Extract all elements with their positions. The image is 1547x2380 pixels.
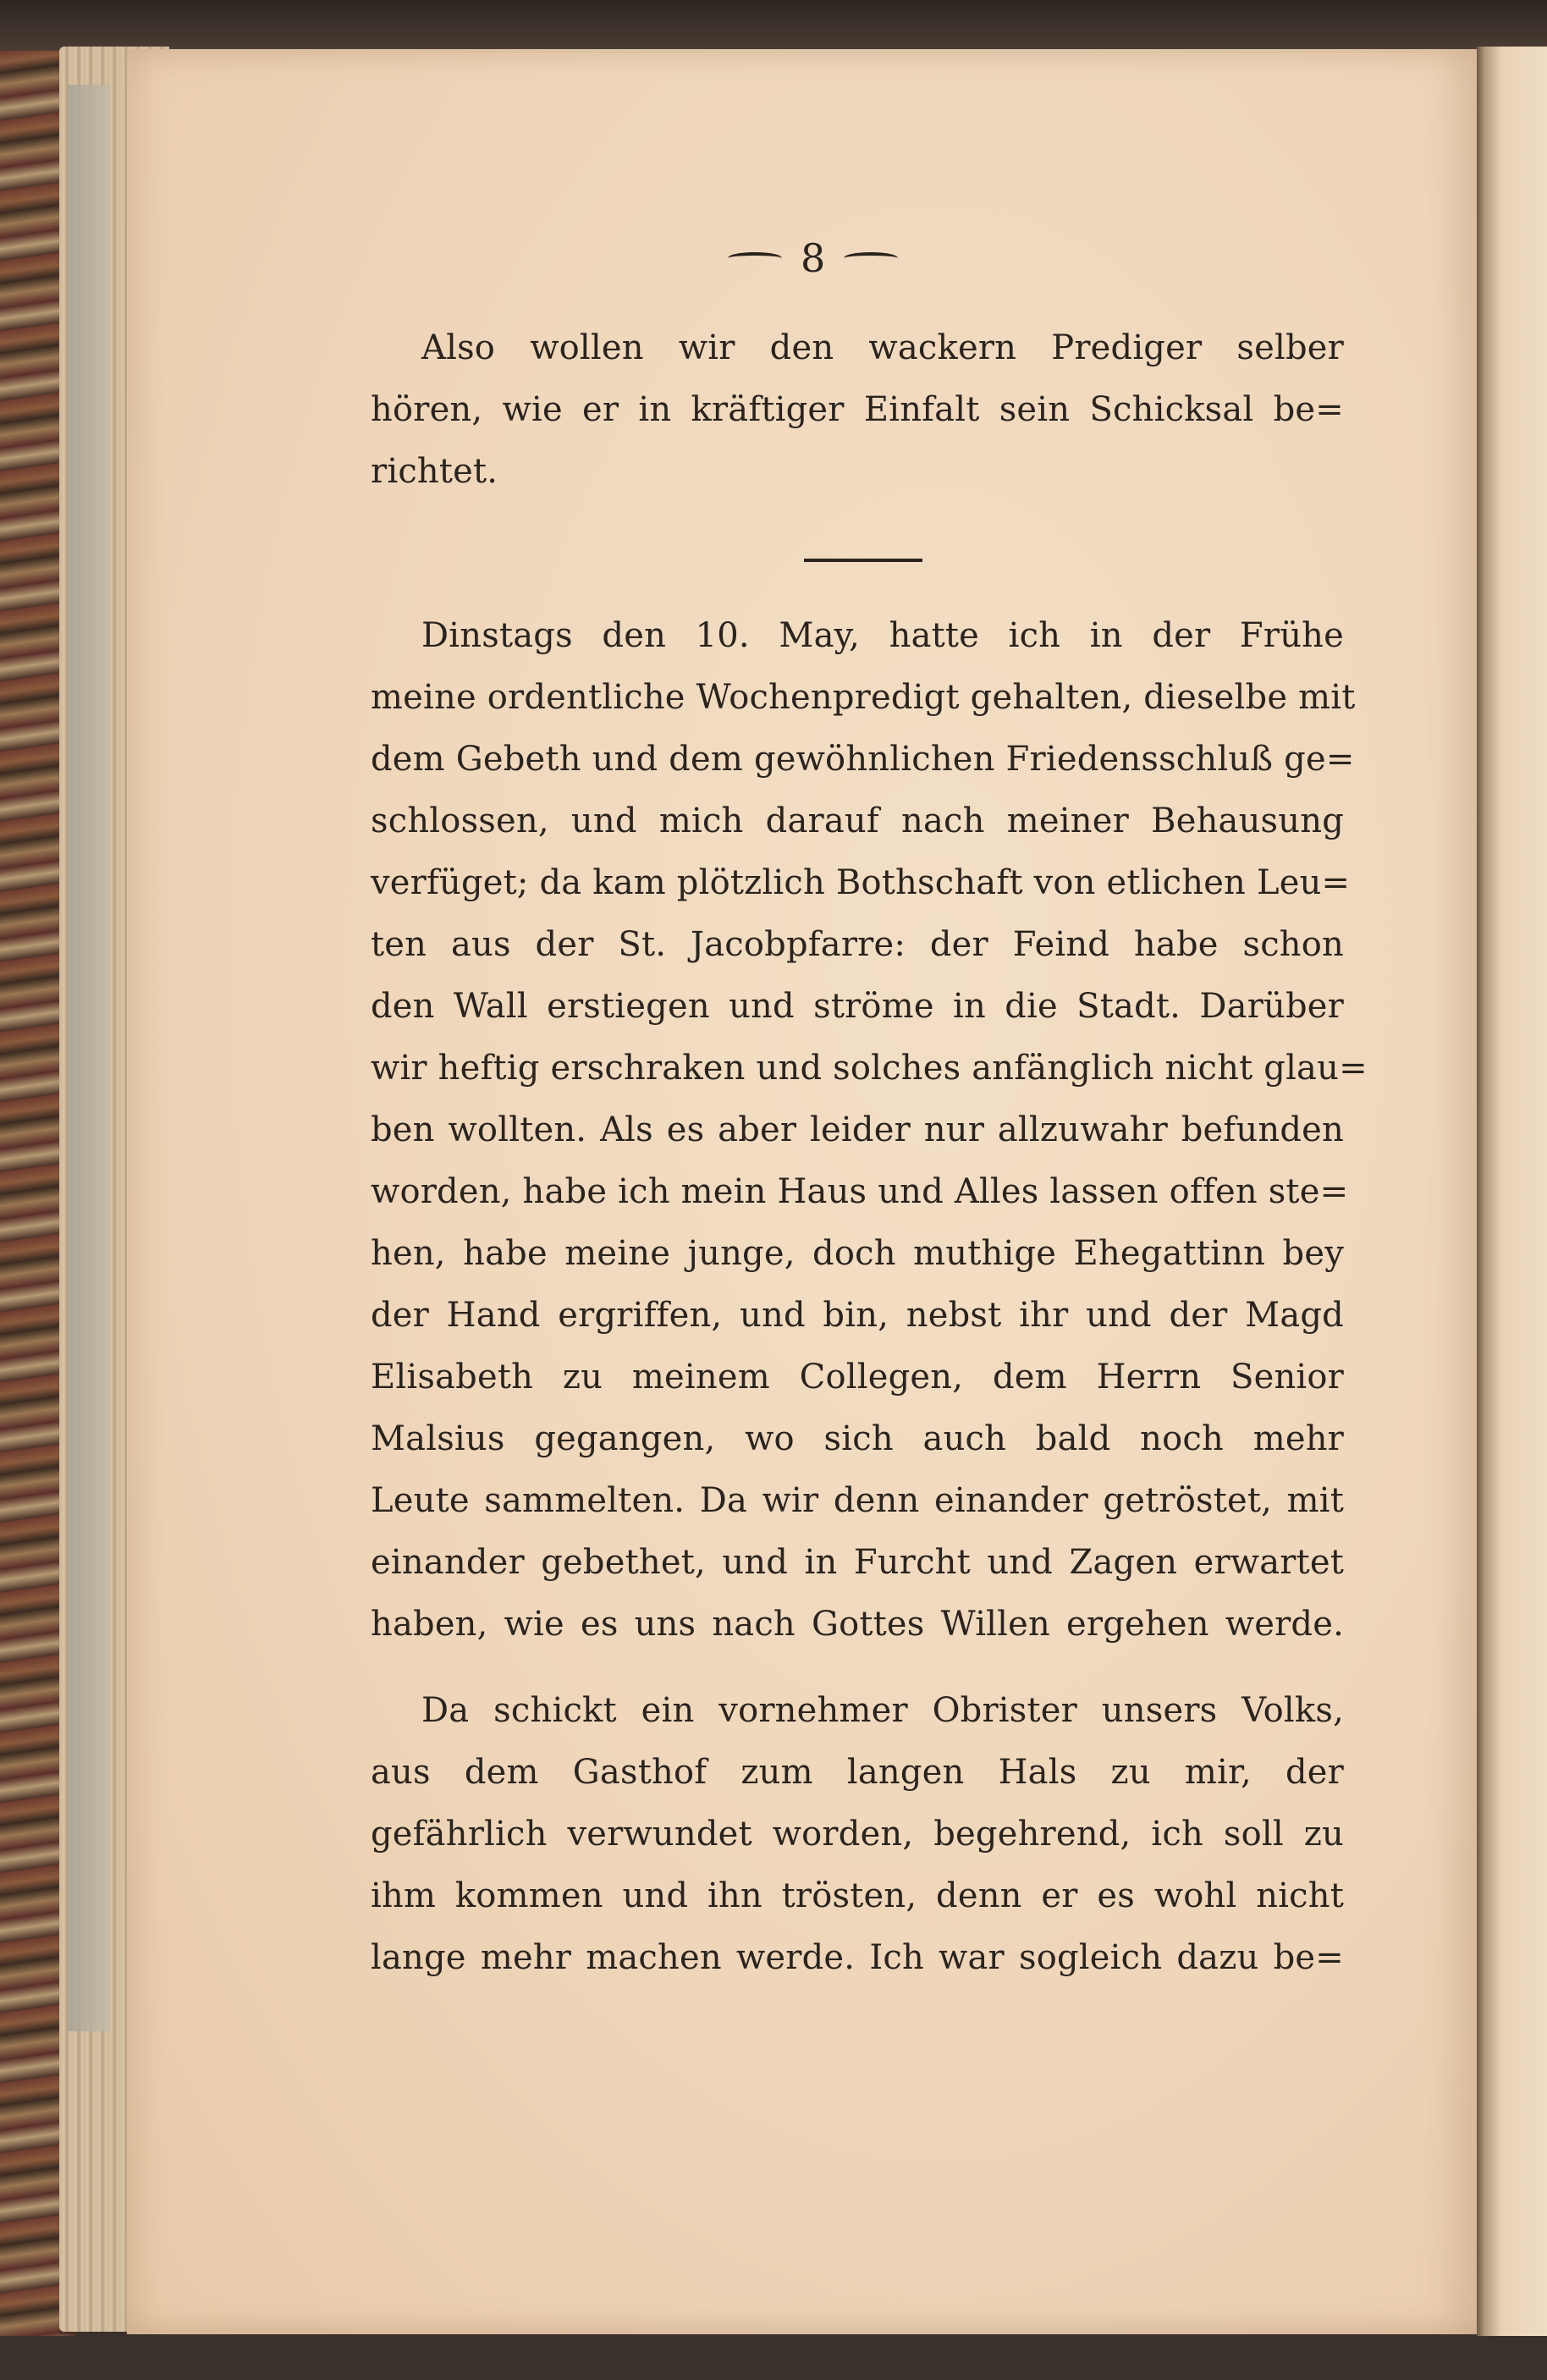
- text-line: schlossen, und mich darauf nach meiner Behausung: [371, 802, 1344, 840]
- flyleaf-edge: [68, 85, 110, 2031]
- paragraph-one: [371, 605, 1368, 1656]
- scan-background-bottom: [0, 2336, 1547, 2380]
- text-line: aus dem Gasthof zum langen Hals zu mir, der: [371, 1753, 1344, 1792]
- text-line: Elisabeth zu meinem Collegen, dem Herrn Senior: [371, 1358, 1344, 1397]
- header-ornament-left: [728, 252, 782, 264]
- text-line: hören, wie er in kräftiger Einfalt sein Schicksal be=: [371, 390, 1344, 429]
- section-divider: [804, 559, 922, 562]
- text-line: ten aus der St. Jacobpfarre: der Feind habe schon: [371, 925, 1344, 964]
- text-line: richtet.: [371, 452, 498, 491]
- text-line: lange mehr machen werde. Ich war sogleich dazu be=: [371, 1938, 1344, 1977]
- intro-paragraph: [371, 317, 1344, 503]
- text-line: meine ordentliche Wochenpredigt gehalten, dieselbe mit: [371, 678, 1356, 717]
- text-line: den Wall erstiegen und ströme in die Stadt. Darüber: [371, 987, 1344, 1026]
- facing-page-sliver: [1477, 47, 1547, 2380]
- text-line: Leute sammelten. Da wir denn einander getröstet, mit: [371, 1481, 1344, 1520]
- text-line: gefährlich verwundet worden, begehrend, ich soll zu: [371, 1815, 1344, 1854]
- page-header: [728, 229, 982, 288]
- text-line: Dinstags den 10. May, hatte ich in der Frühe: [421, 616, 1344, 655]
- text-line: Malsius gegangen, wo sich auch bald noch mehr: [371, 1419, 1344, 1458]
- text-line: dem Gebeth und dem gewöhnlichen Friedensschluß ge=: [371, 740, 1355, 779]
- text-line: wir heftig erschraken und solches anfänglich nicht glau=: [371, 1049, 1368, 1088]
- text-line: Also wollen wir den wackern Prediger selber: [421, 328, 1344, 367]
- text-line: ben wollten. Als es aber leider nur allzuwahr befunden: [371, 1110, 1344, 1149]
- header-ornament-right: [844, 252, 898, 264]
- text-line: verfüget; da kam plötzlich Bothschaft von etlichen Leu=: [371, 863, 1351, 902]
- text-line: haben, wie es uns nach Gottes Willen ergehen werde.: [371, 1605, 1344, 1644]
- text-line: einander gebethet, und in Furcht und Zagen erwartet: [371, 1543, 1344, 1582]
- text-line: der Hand ergriffen, und bin, nebst ihr und der Magd: [371, 1296, 1344, 1335]
- text-line: worden, habe ich mein Haus und Alles lassen offen ste=: [371, 1172, 1349, 1211]
- text-line: ihm kommen und ihn trösten, denn er es wohl nicht: [371, 1876, 1344, 1915]
- paragraph-two: [371, 1680, 1344, 1989]
- text-line: Da schickt ein vornehmer Obrister unsers Volks,: [421, 1691, 1344, 1730]
- page-number: 8: [801, 235, 826, 281]
- text-line: hen, habe meine junge, doch muthige Ehegattinn bey: [371, 1234, 1344, 1273]
- scan-background-top: [0, 0, 1547, 51]
